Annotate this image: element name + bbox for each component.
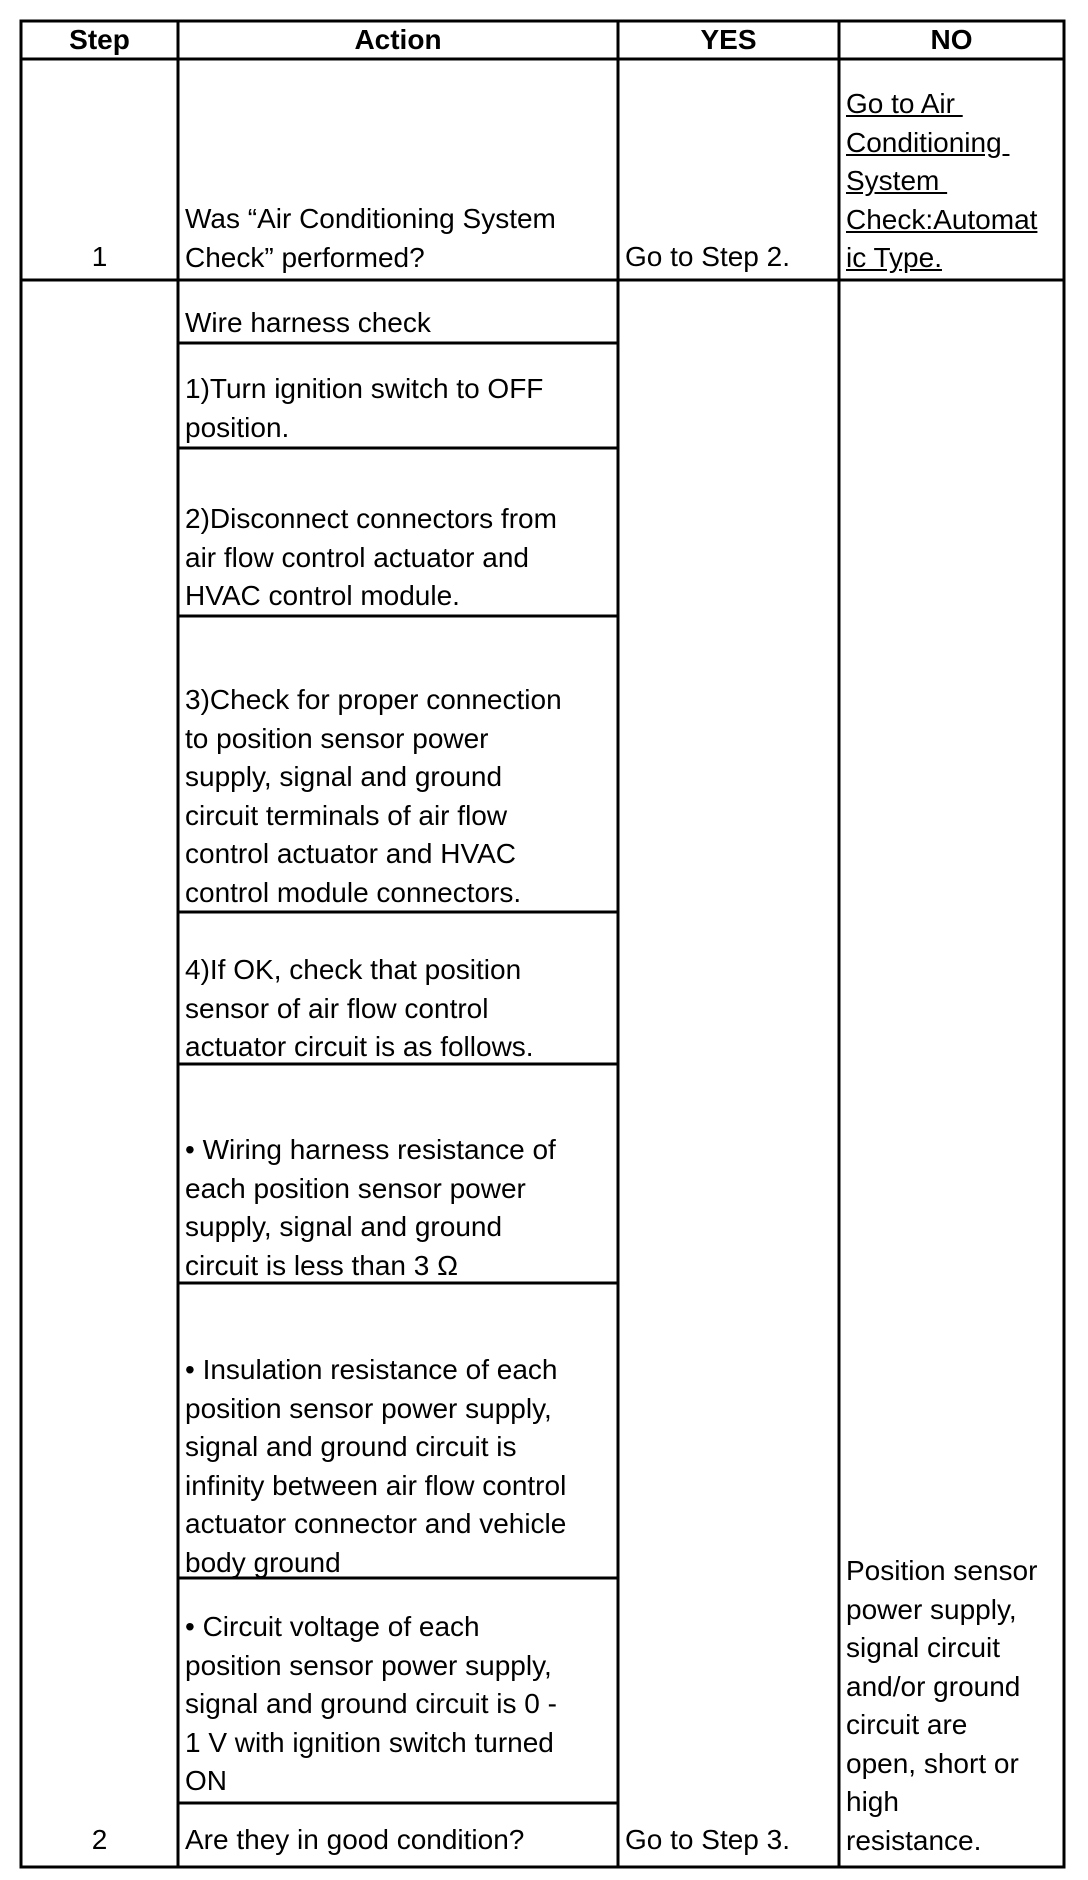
header-yes: YES: [700, 24, 757, 55]
action-item-question: Are they in good condition?: [185, 1824, 525, 1855]
row2-yes: Go to Step 3.: [625, 1824, 790, 1855]
header-step: Step: [69, 24, 130, 55]
action-item-2: 2)Disconnect connectors from air flow control actuator and HVAC control module.: [185, 503, 557, 611]
action-item-6: • Insulation resistance of each position sensor power supply, signal and ground circuit is infinity between air flow control actuator connector and vehicle body ground: [185, 1354, 567, 1578]
action-item-3: 3)Check for proper connection to position sensor power supply, signal and ground circuit terminals of air flow control actuator and HVAC control module connectors.: [185, 684, 562, 908]
action-item-title: Wire harness check: [185, 307, 431, 338]
row2-no: Position sensor power supply, signal circuit and/or ground circuit are open, short or high resistance.: [846, 1555, 1038, 1856]
action-item-7: • Circuit voltage of each position sensor power supply, signal and ground circuit is 0 - 1 V with ignition switch turned ON: [185, 1611, 557, 1796]
header-no: NO: [930, 24, 973, 55]
row1-step: 1: [91, 241, 108, 272]
row1-action: Was “Air Conditioning System Check” performed?: [185, 203, 556, 273]
action-item-1: 1)Turn ignition switch to OFF position.: [185, 373, 544, 443]
header-action: Action: [354, 24, 442, 55]
action-item-5: • Wiring harness resistance of each position sensor power supply, signal and ground circuit is less than 3 Ω: [185, 1134, 556, 1281]
row1-no-link[interactable]: Go to Air Conditioning System Check:Automat ic Type.: [846, 88, 1038, 273]
row2-step: 2: [91, 1824, 108, 1855]
action-item-4: 4)If OK, check that position sensor of air flow control actuator circuit is as follows.: [185, 954, 534, 1062]
row1-yes: Go to Step 2.: [625, 241, 790, 272]
